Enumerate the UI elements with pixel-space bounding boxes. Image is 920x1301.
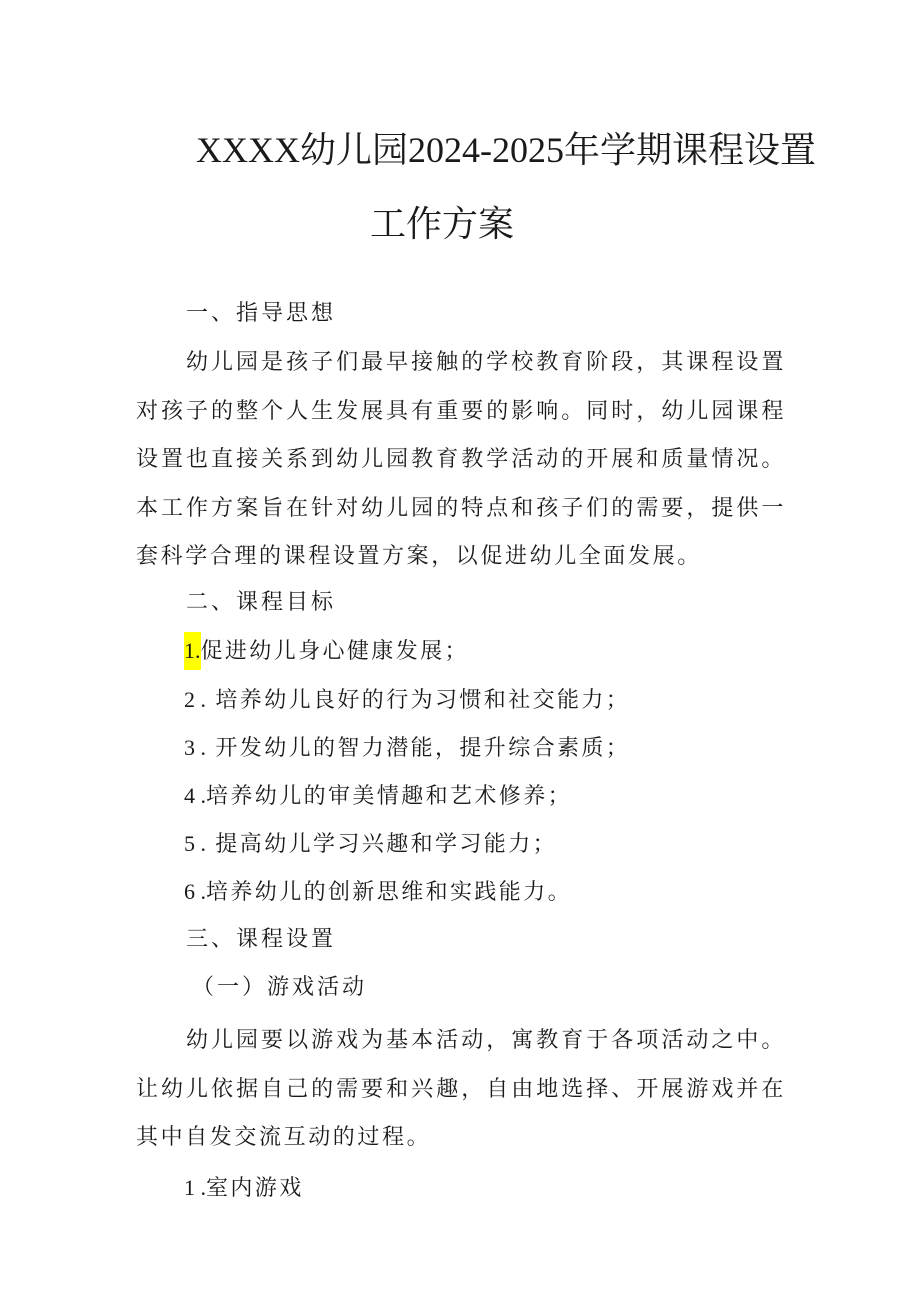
goal-item-1 [184, 636, 469, 670]
item-number: 1 . [184, 1175, 206, 1200]
section1-paragraph: 幼儿园是孩子们最早接触的学校教育阶段，其课程设置对孩子的整个人生发展具有重要的影响。同时，幼儿园课程设置也直接关系到幼儿园教育教学活动的开展和质量情况。本工作方案旨在针对幼儿园的特点和孩子们的需要，提供一套科学合理的课程设置方案，以促进幼儿全面发展。 [136, 350, 786, 569]
goal-number: 5 . [184, 831, 206, 856]
document-title-line2: 工作方案 [370, 204, 515, 244]
goal-text: 促进幼儿身心健康发展； [200, 639, 469, 664]
goal-item-2 [184, 685, 630, 716]
subsection1-heading: （一）游戏活动 [192, 975, 368, 1000]
goal-text: 开发幼儿的智力潜能，提升综合素质； [215, 736, 631, 761]
goal-number: 4 . [184, 783, 206, 808]
section1-heading: 一、指导思想 [186, 301, 337, 326]
goal-number-highlighted: 1. [184, 632, 201, 670]
subsection1-paragraph: 幼儿园要以游戏为基本活动，寓教育于各项活动之中。让幼儿依据自己的需要和兴趣，自由地选择、开展游戏并在其中自发交流互动的过程。 [136, 1028, 786, 1150]
section2-heading: 二、课程目标 [186, 590, 337, 615]
document-title-line1: XXXX幼儿园2024-2025年学期课程设置 [196, 130, 816, 170]
goal-number: 2 . [184, 687, 206, 712]
goal-item-6 [184, 877, 572, 908]
goal-text: 培养幼儿的审美情趣和艺术修养； [206, 784, 573, 809]
goal-number: 3 . [184, 735, 206, 760]
list-item-indoor-games [184, 1173, 304, 1204]
goal-text: 提高幼儿学习兴趣和学习能力； [215, 832, 558, 857]
section3-heading: 三、课程设置 [186, 927, 337, 952]
goal-item-4 [184, 781, 572, 812]
item-text: 室内游戏 [206, 1176, 304, 1201]
goal-item-3 [184, 733, 630, 764]
goal-number: 6 . [184, 879, 206, 904]
goal-text: 培养幼儿的创新思维和实践能力。 [206, 880, 573, 905]
goal-item-5 [184, 829, 557, 860]
goal-text: 培养幼儿良好的行为习惯和社交能力； [215, 688, 631, 713]
